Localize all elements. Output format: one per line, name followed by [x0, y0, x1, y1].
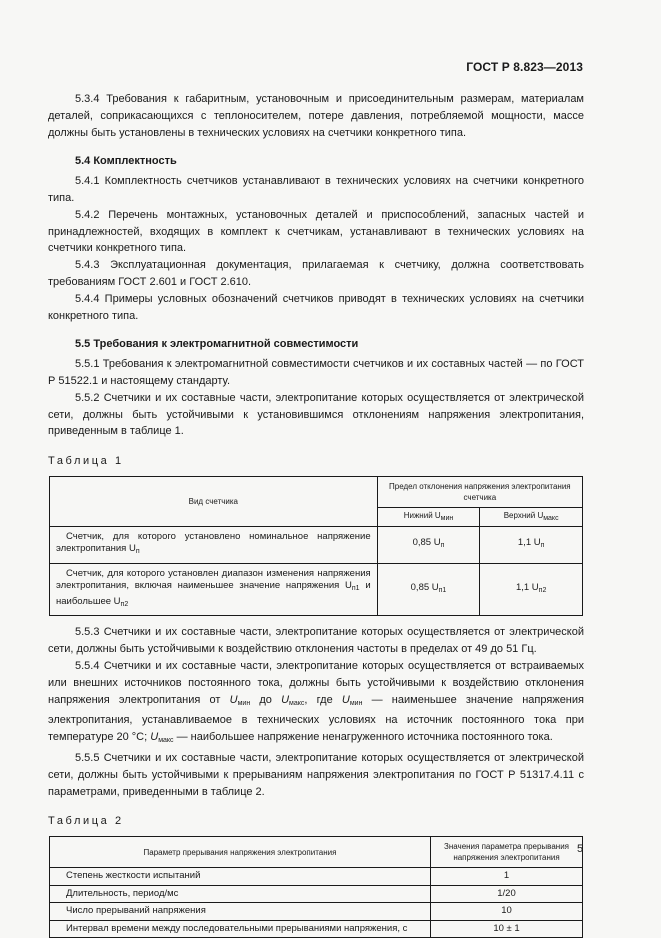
- table-2: [49, 836, 583, 938]
- table-row: [50, 920, 583, 938]
- paragraph-5-4-2: 5.4.2 Перечень монтажных, установочных деталей и приспособлений, запасных частей и принадлежностей, входящих в комплект к счетчикам, устанавливают в технических условиях на счетчики конкретного типа.: [48, 208, 584, 255]
- table-1-cell-lower: 0,85 $U_п$: [377, 526, 480, 563]
- table-1-cell-lower: 0,85 $U_{п1}$: [377, 563, 480, 616]
- table-2-cell-param: Интервал времени между последовательными прерываниями напряжения, с: [50, 920, 431, 938]
- table-1-cell-upper: 1,1 $U_{п2}$: [480, 563, 583, 616]
- table-2-cell-param: Степень жесткости испытаний: [50, 868, 431, 886]
- table-1-cell-upper: 1,1 $U_п$: [480, 526, 583, 563]
- standard-code-header: ГОСТ Р 8.823—2013: [466, 60, 583, 74]
- table-2-cell-value: 10 ± 1: [431, 920, 583, 938]
- paragraph-5-3-4: 5.3.4 Требования к габаритным, установочным и присоединительным размерам, материалам деталей, соприкасающихся с теплоносителем, потере давления, потребляемой мощности, массе должны быть установлены в технических условиях на счетчики конкретного типа.: [48, 93, 584, 139]
- document-body: [48, 91, 584, 938]
- paragraph-5-5-1: 5.5.1 Требования к электромагнитной совместимости счетчиков и их составных частей — по ГОСТ Р 51522.1 и настоящему стандарту.: [48, 358, 584, 387]
- table-1-cell-type: Счетчик, для которого установлено номинальное напряжение электропитания $U_п$: [50, 526, 378, 563]
- table-1-header-group: Предел отклонения напряжения электропитания счетчика: [377, 476, 582, 507]
- table-row: [50, 885, 583, 903]
- table-1-header-type: Вид счетчика: [50, 476, 378, 526]
- table-row: [50, 563, 583, 616]
- section-heading-5-5: 5.5 Требования к электромагнитной совместимости: [75, 338, 359, 351]
- table-row: [50, 868, 583, 886]
- table-1-cell-type: Счетчик, для которого установлен диапазон изменения напряжения электропитания, включая наименьшее значение напряжения $U_{п1}$ и наибольшее $U_{п2}$: [50, 563, 378, 616]
- paragraph-5-5-4: 5.5.4 Счетчики и их составные части, электропитание которых осуществляется от встраиваемых или внешних источников постоянного тока, должны быть устойчивыми к воздействию отклонения напряжения электропитания от $U_{мин}$ до $U_{макс}$, где $U_{мин}$ — наименьшее значение напряжения электропитания, устанавливаемое в технических условиях на источник постоянного тока при температуре 20 °С; $U_{макс}$ — наибольшее напряжение ненагруженного источника постоянного тока.: [48, 660, 584, 745]
- paragraph-5-4-3: 5.4.3 Эксплуатационная документация, прилагаемая к счетчику, должна соответствовать требованиям ГОСТ 2.601 и ГОСТ 2.610.: [48, 259, 584, 288]
- table-2-cell-value: 1/20: [431, 885, 583, 903]
- paragraph-5-5-5: 5.5.5 Счетчики и их составные части, электропитание которых осуществляется от электрической сети, должны быть устойчивыми к прерываниям напряжения электропитания по ГОСТ Р 51317.4.11 с параметрами, приведенными в таблице 2.: [48, 752, 584, 798]
- table-2-header-value: Значения параметра прерывания напряжения электропитания: [431, 837, 583, 868]
- table-2-cell-param: Длительность, период/мс: [50, 885, 431, 903]
- table-2-cell-value: 1: [431, 868, 583, 886]
- table-2-header-param: Параметр прерывания напряжения электропитания: [50, 837, 431, 868]
- table-2-title: Таблица 2: [48, 815, 124, 828]
- paragraph-5-4-4: 5.4.4 Примеры условных обозначений счетчиков приводят в технических условиях на счетчики конкретного типа.: [48, 292, 584, 322]
- table-1: [49, 476, 583, 617]
- page-number: 5: [577, 843, 584, 855]
- table-row: [50, 903, 583, 921]
- table-2-cell-param: Число прерываний напряжения: [50, 903, 431, 921]
- paragraph-5-5-2: 5.5.2 Счетчики и их составные части, электропитание которых осуществляется от электрической сети, должны быть устойчивыми к установившимся отклонениям напряжения электропитания, приведенным в таблице 1.: [48, 391, 584, 438]
- table-1-header-lower: Нижний $U_{мин}$: [377, 507, 480, 526]
- paragraph-5-5-3: 5.5.3 Счетчики и их составные части, электропитание которых осуществляется от электрической сети, должны быть устойчивыми к воздействию отклонения частоты в пределах от 49 до 51 Гц.: [48, 626, 584, 656]
- section-heading-5-4: 5.4 Комплектность: [75, 155, 177, 168]
- table-2-cell-value: 10: [431, 903, 583, 921]
- table-row: [50, 526, 583, 563]
- paragraph-5-4-1: 5.4.1 Комплектность счетчиков устанавливают в технических условиях на счетчики конкретного типа.: [48, 175, 584, 204]
- table-1-header-upper: Верхний $U_{макс}$: [480, 507, 583, 526]
- table-1-title: Таблица 1: [48, 455, 124, 468]
